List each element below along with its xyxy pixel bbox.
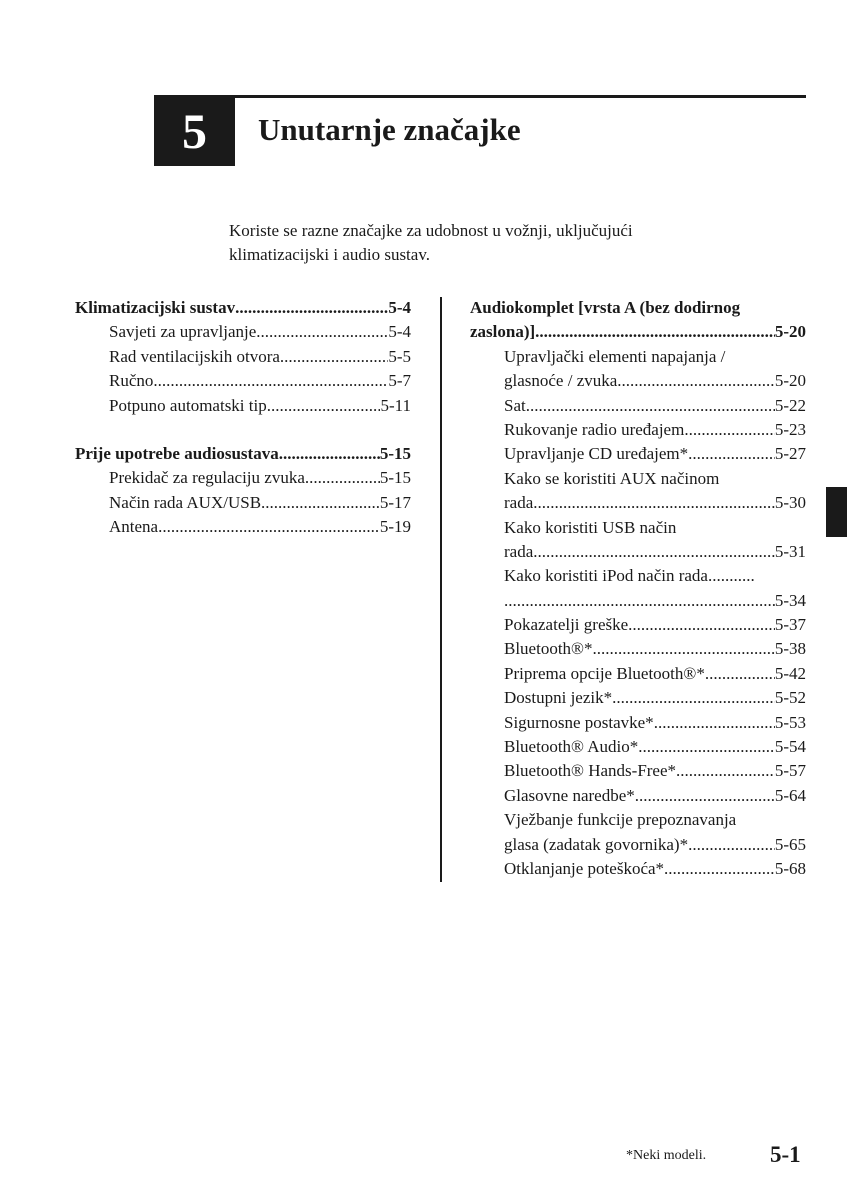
toc-left-column <box>75 296 411 540</box>
toc-right-column <box>470 296 806 881</box>
toc-item[interactable]: ..... 5-34 <box>470 589 806 613</box>
chapter-number-box <box>154 95 235 166</box>
intro-line-1: Koriste se razne značajke za udobnost u vožnji, uključujući <box>229 221 633 240</box>
chapter-side-tab <box>826 487 847 537</box>
toc-item[interactable]: Glasovne naredbe* ..... 5-64 <box>470 784 806 808</box>
toc-item-line[interactable]: Kako koristiti USB način <box>504 517 677 537</box>
toc-item-line[interactable]: Vježbanje funkcije prepoznavanja <box>504 810 737 830</box>
toc-item[interactable]: Savjeti za upravljanje ..... 5-4 <box>75 320 411 344</box>
toc-item[interactable]: Rukovanje radio uređajem ..... 5-23 <box>470 418 806 442</box>
toc-item[interactable]: Antena ..... 5-19 <box>75 515 411 539</box>
toc-item[interactable]: Otklanjanje poteškoća* ..... 5-68 <box>470 857 806 881</box>
header-rule <box>235 95 806 98</box>
toc-item-line[interactable]: Kako koristiti iPod način rada........... <box>504 566 755 586</box>
chapter-number: 5 <box>182 102 207 159</box>
toc-item[interactable]: glasnoće / zvuka ..... 5-20 <box>470 369 806 393</box>
toc-item[interactable]: Sigurnosne postavke* ..... 5-53 <box>470 711 806 735</box>
toc-item[interactable]: Način rada AUX/USB ..... 5-17 <box>75 491 411 515</box>
toc-item[interactable]: rada ..... 5-30 <box>470 491 806 515</box>
toc-section[interactable]: Prije upotrebe audiosustava ..... 5-15 <box>75 442 411 466</box>
toc-item[interactable]: glasa (zadatak govornika)* ..... 5-65 <box>470 833 806 857</box>
toc-item[interactable]: Ručno ..... 5-7 <box>75 369 411 393</box>
toc-item[interactable]: Upravljanje CD uređajem* ..... 5-27 <box>470 442 806 466</box>
toc-item[interactable]: Potpuno automatski tip ..... 5-11 <box>75 394 411 418</box>
footnote: *Neki modeli. <box>626 1148 707 1163</box>
toc-section[interactable]: Klimatizacijski sustav ..... 5-4 <box>75 296 411 320</box>
toc-item[interactable]: Sat ..... 5-22 <box>470 394 806 418</box>
chapter-title: Unutarnje značajke <box>258 112 521 147</box>
toc-item[interactable]: Bluetooth®* ..... 5-38 <box>470 637 806 661</box>
toc-item[interactable]: Bluetooth® Audio* ..... 5-54 <box>470 735 806 759</box>
toc-item[interactable]: Pokazatelji greške ..... 5-37 <box>470 613 806 637</box>
column-divider <box>440 297 442 882</box>
toc-section-title-line[interactable]: Audiokomplet [vrsta A (bez dodirnog <box>470 298 741 317</box>
toc-item[interactable]: Bluetooth® Hands-Free* ..... 5-57 <box>470 759 806 783</box>
intro-line-2: klimatizacijski i audio sustav. <box>229 245 430 264</box>
toc-item[interactable]: Dostupni jezik* ..... 5-52 <box>470 686 806 710</box>
toc-item[interactable]: rada ..... 5-31 <box>470 540 806 564</box>
toc-item[interactable]: Rad ventilacijskih otvora ..... 5-5 <box>75 345 411 369</box>
toc-item-line[interactable]: Kako se koristiti AUX načinom <box>504 468 720 488</box>
toc-section[interactable]: zaslona)] ..... 5-20 <box>470 320 806 344</box>
chapter-intro <box>229 219 749 267</box>
toc-item[interactable]: Prekidač za regulaciju zvuka ..... 5-15 <box>75 466 411 490</box>
page-number: 5-1 <box>770 1142 801 1167</box>
toc-item-line[interactable]: Upravljački elementi napajanja / <box>504 346 726 366</box>
toc-item[interactable]: Priprema opcije Bluetooth®* ..... 5-42 <box>470 662 806 686</box>
section-gap <box>75 418 411 442</box>
